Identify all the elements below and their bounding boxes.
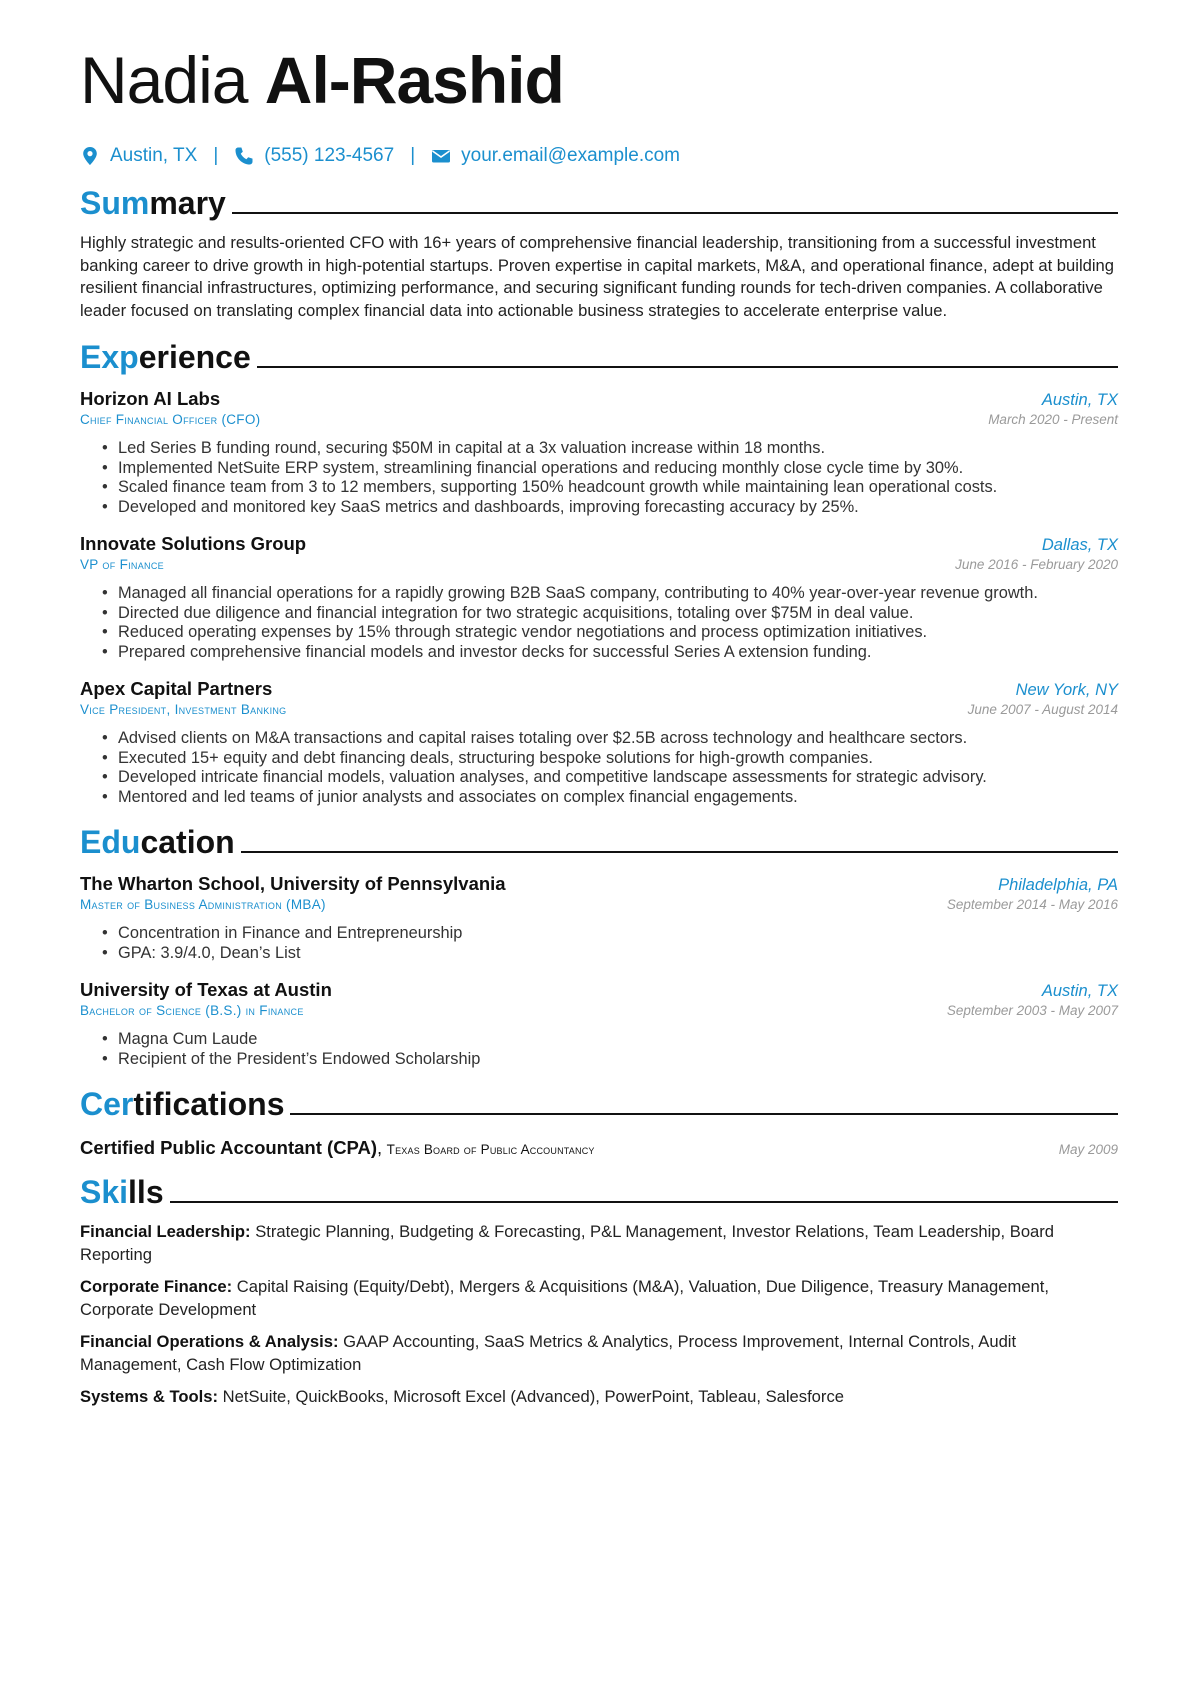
certifications-heading xyxy=(80,1081,1118,1121)
section-title xyxy=(80,825,235,859)
section-title-rest: tifications xyxy=(133,1086,285,1122)
achievement-item: • Executed 15+ equity and debt financing deals, structuring bespoke solutions for high-growth companies. xyxy=(102,748,873,767)
achievement-text: Led Series B funding round, securing $50M in capital at a 3x valuation increase within 18 months. xyxy=(118,439,826,457)
contact-email[interactable] xyxy=(431,145,680,167)
achievement-item: • Mentored and led teams of junior analysts and associates on complex financial engagements. xyxy=(102,787,798,806)
section-title-rest: mary xyxy=(149,185,226,221)
candidate-name xyxy=(80,40,1118,120)
education-detail-item: • Recipient of the President’s Endowed Scholarship xyxy=(102,1049,481,1068)
section-title-rest: erience xyxy=(138,339,251,375)
section-rule xyxy=(290,1113,1118,1115)
achievement-text: Mentored and led teams of junior analysts and associates on complex financial engagements. xyxy=(118,787,798,806)
education-detail-text: Concentration in Finance and Entrepreneurship xyxy=(118,924,463,942)
experience-entry xyxy=(80,678,1118,807)
achievement-text: Executed 15+ equity and debt financing deals, structuring bespoke solutions for high-growth companies. xyxy=(118,748,873,767)
contact-separator: | xyxy=(410,145,416,166)
study-dates: September 2014 - May 2016 xyxy=(946,897,1118,912)
job-title: Vice President, Investment Banking xyxy=(80,702,287,717)
achievement-item: • Prepared comprehensive financial models and investor decks for successful Series A extension funding. xyxy=(102,642,872,661)
achievement-text: Implemented NetSuite ERP system, streamlining financial operations and reducing monthly close cycle time by 30%. xyxy=(118,458,964,477)
contact-bar xyxy=(80,142,1118,170)
section-title-rest: cation xyxy=(140,824,235,860)
experience-entry xyxy=(80,388,1118,517)
skill-items: Strategic Planning, Budgeting & Forecasting, P&L Management, Investor Relations, Team Leadership, Board Reporting xyxy=(80,1222,1055,1264)
section-title-rest: lls xyxy=(128,1174,164,1210)
achievement-item: • Advised clients on M&A transactions and capital raises totaling over $2.5B across technology and healthcare sectors. xyxy=(102,729,968,747)
achievement-item: • Scaled finance team from 3 to 12 members, supporting 150% headcount growth while maintaining lean operational costs. xyxy=(102,478,998,496)
resume-page xyxy=(80,40,1118,1409)
contact-phone[interactable] xyxy=(234,145,394,167)
education-detail-item: • Magna Cum Laude xyxy=(102,1030,258,1048)
skill-category: Corporate Finance: xyxy=(80,1277,233,1296)
study-dates: September 2003 - May 2007 xyxy=(946,1003,1118,1018)
skills-heading xyxy=(80,1169,1118,1209)
map-pin-icon xyxy=(80,146,100,166)
education-detail-text: Recipient of the President’s Endowed Scholarship xyxy=(118,1049,481,1068)
certification-name: Certified Public Accountant (CPA) xyxy=(80,1137,378,1158)
location-text: Austin, TX xyxy=(110,145,198,166)
first-name: Nadia xyxy=(80,43,248,117)
achievement-text: Scaled finance team from 3 to 12 members, supporting 150% headcount growth while maintaining lean operational costs. xyxy=(118,478,998,496)
certification-separator: , xyxy=(377,1137,383,1158)
achievement-item: • Led Series B funding round, securing $50M in capital at a 3x valuation increase within 18 months. xyxy=(102,439,826,457)
degree-title: Master of Business Administration (MBA) xyxy=(80,897,326,912)
education-detail-item: • Concentration in Finance and Entrepreneurship xyxy=(102,924,463,942)
certification-date: May 2009 xyxy=(1058,1142,1118,1157)
education-heading xyxy=(80,819,1118,859)
skill-category: Financial Leadership: xyxy=(80,1222,251,1241)
job-dates: June 2016 - February 2020 xyxy=(955,557,1118,572)
employer-name: Innovate Solutions Group xyxy=(80,533,307,554)
skill-category: Financial Operations & Analysis: xyxy=(80,1332,339,1351)
section-rule xyxy=(232,212,1118,214)
skill-group xyxy=(80,1276,1118,1321)
skill-group xyxy=(80,1221,1118,1266)
achievement-text: Reduced operating expenses by 15% through strategic vendor negotiations and process optimization initiatives. xyxy=(118,623,928,641)
school-name: University of Texas at Austin xyxy=(80,979,332,1000)
achievement-item: • Managed all financial operations for a rapidly growing B2B SaaS company, contributing to 40% year-over-year revenue growth. xyxy=(102,584,1038,602)
achievement-item: • Reduced operating expenses by 15% through strategic vendor negotiations and process optimization initiatives. xyxy=(102,623,928,641)
section-title xyxy=(80,1175,164,1209)
achievement-item: • Developed intricate financial models, valuation analyses, and competitive landscape assessments for strategic advisory. xyxy=(102,768,987,786)
certification-entry xyxy=(80,1137,1118,1159)
phone-icon xyxy=(234,146,254,166)
skills-list xyxy=(80,1221,1118,1409)
degree-title: Bachelor of Science (B.S.) in Finance xyxy=(80,1003,304,1018)
job-dates: June 2007 - August 2014 xyxy=(967,702,1118,717)
skill-items: NetSuite, QuickBooks, Microsoft Excel (Advanced), PowerPoint, Tableau, Salesforce xyxy=(222,1387,844,1406)
achievement-item: • Implemented NetSuite ERP system, streamlining financial operations and reducing monthly close cycle time by 30%. xyxy=(102,458,964,477)
job-title: VP of Finance xyxy=(80,557,164,572)
last-name: Al-Rashid xyxy=(264,43,564,117)
education-detail-list xyxy=(80,924,1118,963)
skill-group xyxy=(80,1386,1118,1409)
achievement-text: Directed due diligence and financial integration for two strategic acquisitions, totaling over $75M in deal value. xyxy=(118,603,914,622)
employer-name: Horizon AI Labs xyxy=(80,388,221,409)
achievement-text: Advised clients on M&A transactions and capital raises totaling over $2.5B across technology and healthcare sectors. xyxy=(118,729,968,747)
section-title xyxy=(80,340,251,374)
school-name: The Wharton School, University of Pennsylvania xyxy=(80,873,506,894)
employer-location: Dallas, TX xyxy=(1041,536,1118,554)
employer-location: New York, NY xyxy=(1015,681,1118,699)
employer-name: Apex Capital Partners xyxy=(80,678,273,699)
section-title-accent: Ski xyxy=(80,1174,129,1210)
job-dates: March 2020 - Present xyxy=(988,412,1118,427)
education-entry xyxy=(80,979,1118,1069)
achievement-text: Managed all financial operations for a rapidly growing B2B SaaS company, contributing to 40% year-over-year revenue growth. xyxy=(118,584,1038,602)
section-title xyxy=(80,1087,284,1121)
skill-group xyxy=(80,1331,1118,1376)
contact-location xyxy=(80,145,197,167)
employer-location: Austin, TX xyxy=(1041,391,1118,409)
section-title-accent: Edu xyxy=(80,824,141,860)
achievement-text: Prepared comprehensive financial models and investor decks for successful Series A extension funding. xyxy=(118,642,872,661)
envelope-icon xyxy=(431,146,451,166)
section-title-accent: Exp xyxy=(80,339,139,375)
experience-entry xyxy=(80,533,1118,662)
summary-text: Highly strategic and results-oriented CFO with 16+ years of comprehensive financial leadership, transitioning from a successful investment banking career to drive growth in high-potential startups. Proven expertise in capital markets, M&A, and operational finance, adept at building resilient financial infrastructures, optimizing performance, and securing significant funding rounds for tech-driven companies. A collaborative leader focused on translating complex financial data into actionable business strategies to accelerate enterprise value. xyxy=(80,233,1115,320)
section-rule xyxy=(257,366,1118,368)
education-detail-text: Magna Cum Laude xyxy=(118,1030,258,1048)
achievement-item: • Directed due diligence and financial integration for two strategic acquisitions, totaling over $75M in deal value. xyxy=(102,603,914,622)
section-title xyxy=(80,186,226,220)
achievement-list xyxy=(80,584,1118,662)
education-detail-text: GPA: 3.9/4.0, Dean’s List xyxy=(118,943,301,962)
section-rule xyxy=(241,851,1118,853)
email-link[interactable]: your.email@example.com xyxy=(461,145,680,166)
section-title-accent: Cer xyxy=(80,1086,134,1122)
education-detail-list xyxy=(80,1030,1118,1069)
skill-category: Systems & Tools: xyxy=(80,1387,219,1406)
contact-separator: | xyxy=(213,145,219,166)
job-title: Chief Financial Officer (CFO) xyxy=(80,412,261,427)
summary-heading xyxy=(80,180,1118,220)
achievement-text: Developed and monitored key SaaS metrics and dashboards, improving forecasting accuracy by 25%. xyxy=(118,497,859,516)
section-title-accent: Sum xyxy=(80,185,150,221)
achievement-text: Developed intricate financial models, valuation analyses, and competitive landscape assessments for strategic advisory. xyxy=(118,768,987,786)
phone-text[interactable]: (555) 123-4567 xyxy=(264,145,395,166)
achievement-list xyxy=(80,439,1118,517)
achievement-list xyxy=(80,729,1118,807)
achievement-item: • Developed and monitored key SaaS metrics and dashboards, improving forecasting accuracy by 25%. xyxy=(102,497,859,516)
school-location: Austin, TX xyxy=(1041,982,1118,1000)
skill-items: Capital Raising (Equity/Debt), Mergers & Acquisitions (M&A), Valuation, Due Diligence, Treasury Management, Corporate Development xyxy=(80,1277,1049,1319)
certification-issuer: Texas Board of Public Accountancy xyxy=(386,1142,595,1157)
experience-heading xyxy=(80,334,1118,374)
school-location: Philadelphia, PA xyxy=(998,876,1118,894)
section-rule xyxy=(170,1201,1118,1203)
education-detail-item: • GPA: 3.9/4.0, Dean’s List xyxy=(102,943,301,962)
skill-items: GAAP Accounting, SaaS Metrics & Analytics, Process Improvement, Internal Controls, Audit Management, Cash Flow Optimization xyxy=(80,1332,1017,1374)
education-entry xyxy=(80,873,1118,963)
